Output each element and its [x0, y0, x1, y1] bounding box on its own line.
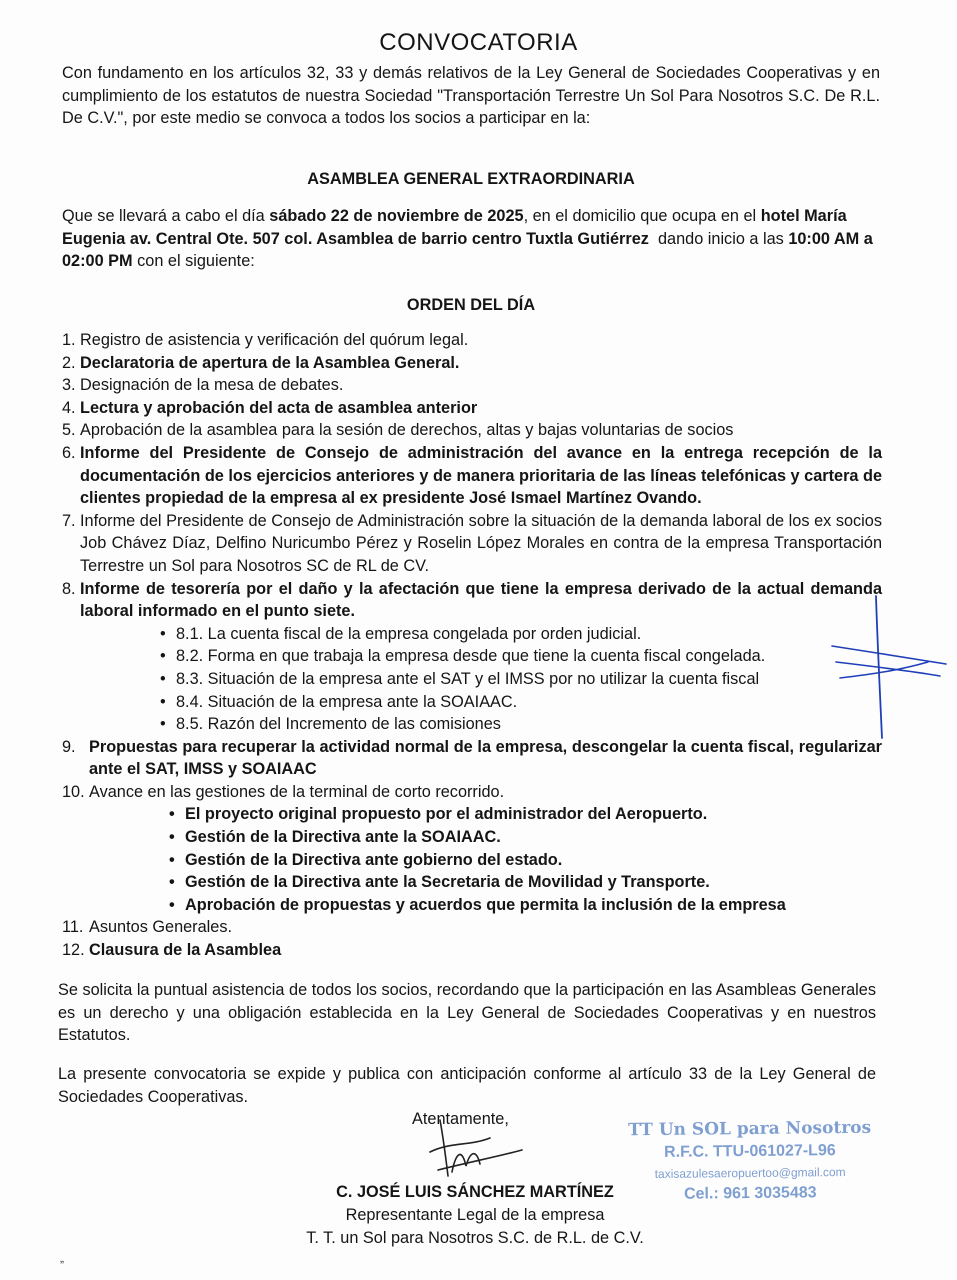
agenda-subitem: • Aprobación de propuestas y acuerdos que permita la inclusión de la empresa: [169, 894, 882, 917]
agenda-subitem: • 8.2. Forma en que trabaja la empresa desde que tiene la cuenta fiscal congelada.: [160, 645, 882, 668]
agenda-subitem: • El proyecto original propuesto por el administrador del Aeropuerto.: [169, 803, 882, 826]
agenda-item-text: Propuestas para recuperar la actividad normal de la empresa, descongelar la cuenta fiscal, regularizar ante el SAT, IMSS y SOAIAAC: [89, 737, 882, 779]
stamp-email: taxisazulesaeropuertoo@gmail.com: [654, 1165, 846, 1181]
agenda-subitem: • 8.5. Razón del Incremento de las comisiones: [160, 713, 882, 736]
agenda-subitem: • Gestión de la Directiva ante la Secretaria de Movilidad y Transporte.: [169, 871, 882, 894]
signer-role: Representante Legal de la empresa: [345, 1206, 605, 1224]
assembly-time: 10:00 AM a 02:00 PM: [62, 229, 873, 271]
stamp-company-name: TT Un SOL para Nosotros: [628, 1117, 872, 1141]
agenda-subitem: • Gestión de la Directiva ante gobierno del estado.: [169, 849, 882, 872]
footer-mark: „: [60, 1251, 64, 1265]
agenda-item-text: Lectura y aprobación del acta de asamblea anterior: [80, 398, 478, 417]
convocation-text-2: , en el domicilio que ocupa en el: [523, 207, 761, 225]
agenda-item-text: Informe del Presidente de Consejo de administración del avance en la entrega recepción de la documentación de los ejercicios anteriores y de manera prioritaria de las líneas telefónicas y cartera de clientes propiedad de la empresa al ex presidente José Ismael Martínez Ovando.: [80, 443, 882, 508]
agenda-item: [62, 442, 882, 510]
agenda-item-number: 12.: [62, 941, 85, 960]
agenda-heading: ORDEN DEL DÍA: [406, 296, 536, 314]
agenda-item-text: Declaratoria de apertura de la Asamblea General.: [80, 353, 460, 372]
agenda-item: [62, 352, 882, 375]
convocation-paragraph: [62, 205, 880, 273]
agenda-subitem: • 8.1. La cuenta fiscal de la empresa congelada por orden judicial.: [160, 623, 882, 646]
agenda-sublist-8: [80, 623, 882, 736]
agenda-item-number: 6.: [62, 443, 76, 462]
signer-name: C. JOSÉ LUIS SÁNCHEZ MARTÍNEZ: [336, 1183, 614, 1201]
closing-paragraph-attendance: Se solicita la puntual asistencia de todos los socios, recordando que la participación en las Asambleas Generales es un derecho y una obligación establecida en la Ley General de Sociedades Cooperativas y en nuestros Estatutos.: [58, 981, 876, 1045]
agenda-item: [62, 578, 882, 736]
assembly-date: sábado 22 de noviembre de 2025: [269, 207, 524, 225]
agenda-sublist-10: [89, 803, 882, 916]
stamp-rfc: R.F.C. TTU-061027-L96: [664, 1142, 836, 1161]
agenda-item-number: 7.: [62, 511, 76, 530]
agenda-item: [62, 329, 882, 352]
agenda-item-number: 2.: [62, 353, 76, 372]
convocation-text-4: con el siguiente:: [132, 252, 255, 271]
agenda-item-text: Asuntos Generales.: [89, 918, 232, 937]
agenda-item: [62, 374, 882, 397]
assembly-place: hotel María Eugenia av. Central Ote. 507 col. Asamblea de barrio centro Tuxtla Gutiérrez: [62, 207, 847, 248]
convocation-text-1: Que se llevará a cabo el día: [62, 207, 270, 225]
agenda-item-text: Avance en las gestiones de la terminal de corto recorrido.: [89, 782, 505, 801]
agenda-item: [62, 916, 882, 939]
agenda-item: [62, 736, 882, 781]
agenda-item-number: 8.: [62, 579, 76, 598]
agenda-item-text: Informe de tesorería por el daño y la afectación que tiene la empresa derivado de la actual demanda laboral informado en el punto siete.: [80, 579, 882, 621]
agenda-list: [62, 329, 882, 962]
agenda-item-number: 9.: [62, 737, 76, 756]
agenda-item-text: Clausura de la Asamblea: [89, 941, 282, 960]
agenda-item-text: Registro de asistencia y verificación del quórum legal.: [80, 331, 469, 349]
agenda-item: [62, 939, 882, 962]
agenda-item-number: 3.: [62, 376, 76, 395]
agenda-item-number: 10.: [62, 782, 85, 801]
agenda-item-number: 4.: [62, 398, 76, 417]
convocation-text-3: dando inicio a las: [648, 229, 789, 248]
agenda-item: [62, 419, 882, 442]
agenda-item-number: 1.: [62, 331, 76, 349]
intro-paragraph: Con fundamento en los artículos 32, 33 y demás relativos de la Ley General de Sociedades Cooperativas y en cumplimiento de los estatutos de nuestra Sociedad "Transportación Terrestre Un Sol Para Nosotros S.C. De R.L. De C.V.", por este medio se convoca a todos los socios a participar en la:: [62, 64, 880, 128]
signer-organization: T. T. un Sol para Nosotros S.C. de R.L. de C.V.: [306, 1229, 644, 1247]
closing-paragraph-legal: La presente convocatoria se expide y publica con anticipación conforme al artículo 33 de la Ley General de Sociedades Cooperativas.: [58, 1065, 876, 1106]
agenda-item: [62, 781, 882, 917]
stamp-phone: Cel.: 961 3035483: [683, 1184, 817, 1203]
agenda-item-text: Aprobación de la asamblea para la sesión de derechos, altas y bajas voluntarias de socios: [80, 421, 734, 440]
agenda-item: [62, 510, 882, 578]
agenda-item-number: 5.: [62, 421, 76, 440]
agenda-item-text: Designación de la mesa de debates.: [80, 376, 344, 395]
agenda-item-text: Informe del Presidente de Consejo de Administración sobre la situación de la demanda laboral de los ex socios Job Chávez Díaz, Delfino Nuricumbo Pérez y Roselin López Morales en contra de la empresa Transportación Terrestre un Sol para Nosotros SC de RL de CV.: [80, 511, 882, 575]
agenda-subitem: • Gestión de la Directiva ante la SOAIAAC.: [169, 826, 882, 849]
signature-salutation: Atentamente,: [412, 1110, 509, 1128]
agenda-subitem: • 8.4. Situación de la empresa ante la SOAIAAC.: [160, 691, 882, 714]
agenda-item: [62, 397, 882, 420]
agenda-subitem: • 8.3. Situación de la empresa ante el SAT y el IMSS por no utilizar la cuenta fiscal: [160, 668, 882, 691]
company-stamp: [620, 1116, 881, 1207]
document-title: CONVOCATORIA: [379, 29, 578, 56]
assembly-heading: ASAMBLEA GENERAL EXTRAORDINARIA: [307, 170, 635, 188]
agenda-item-number: 11.: [62, 918, 84, 937]
